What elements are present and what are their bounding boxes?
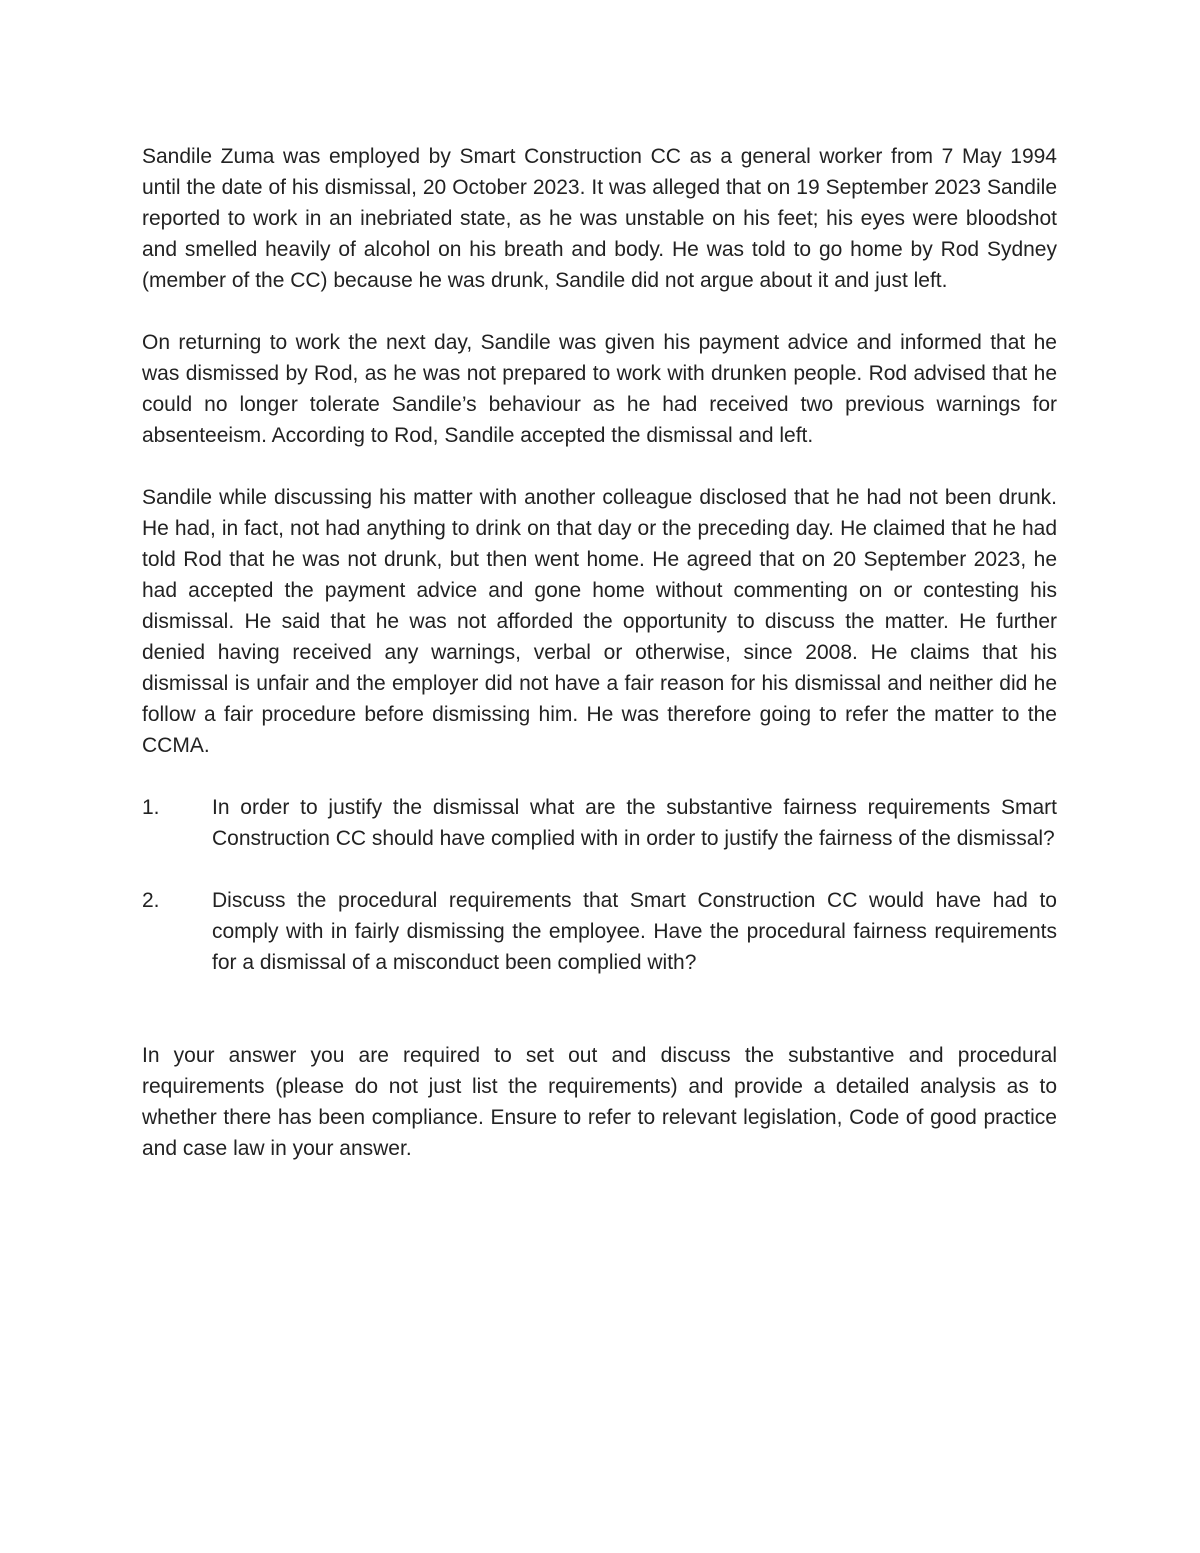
question-item-2 <box>142 885 1057 978</box>
answer-instructions: In your answer you are required to set out and discuss the substantive and procedural requirements (please do not just list the requirements) and provide a detailed analysis as to whether there has been compliance. Ensure to refer to relevant legislation, Code of good practice and case law in your answer. <box>142 1044 1057 1160</box>
case-paragraph-2: On returning to work the next day, Sandile was given his payment advice and informed that he was dismissed by Rod, as he was not prepared to work with drunken people. Rod advised that he could no longer tolerate Sandile’s behaviour as he had received two previous warnings for absenteeism. According to Rod, Sandile accepted the dismissal and left. <box>142 331 1057 447</box>
case-paragraph-1: Sandile Zuma was employed by Smart Construction CC as a general worker from 7 May 1994 until the date of his dismissal, 20 October 2023. It was alleged that on 19 September 2023 Sandile reported to work in an inebriated state, as he was unstable on his feet; his eyes were bloodshot and smelled heavily of alcohol on his breath and body. He was told to go home by Rod Sydney (member of the CC) because he was drunk, Sandile did not argue about it and just left. <box>142 145 1057 292</box>
question-number: 2. <box>142 889 160 912</box>
question-item-1 <box>142 792 1057 854</box>
case-paragraph-3: Sandile while discussing his matter with another colleague disclosed that he had not been drunk. He had, in fact, not had anything to drink on that day or the preceding day. He claimed that he had told Rod that he was not drunk, but then went home. He agreed that on 20 September 2023, he had accepted the payment advice and gone home without commenting on or contesting his dismissal. He said that he was not afforded the opportunity to discuss the matter. He further denied having received any warnings, verbal or otherwise, since 2008. He claims that his dismissal is unfair and the employer did not have a fair reason for his dismissal and neither did he follow a fair procedure before dismissing him. He was therefore going to refer the matter to the CCMA. <box>142 486 1057 757</box>
question-text: Discuss the procedural requirements that Smart Construction CC would have had to comply with in fairly dismissing the employee. Have the procedural fairness requirements for a dismissal of a misconduct been complied with? <box>212 889 1057 974</box>
question-number: 1. <box>142 796 160 819</box>
question-text: In order to justify the dismissal what are the substantive fairness requirements Smart Construction CC should have complied with in order to justify the fairness of the dismissal? <box>212 796 1057 850</box>
document-body <box>142 141 1057 1195</box>
question-list <box>142 792 1057 978</box>
